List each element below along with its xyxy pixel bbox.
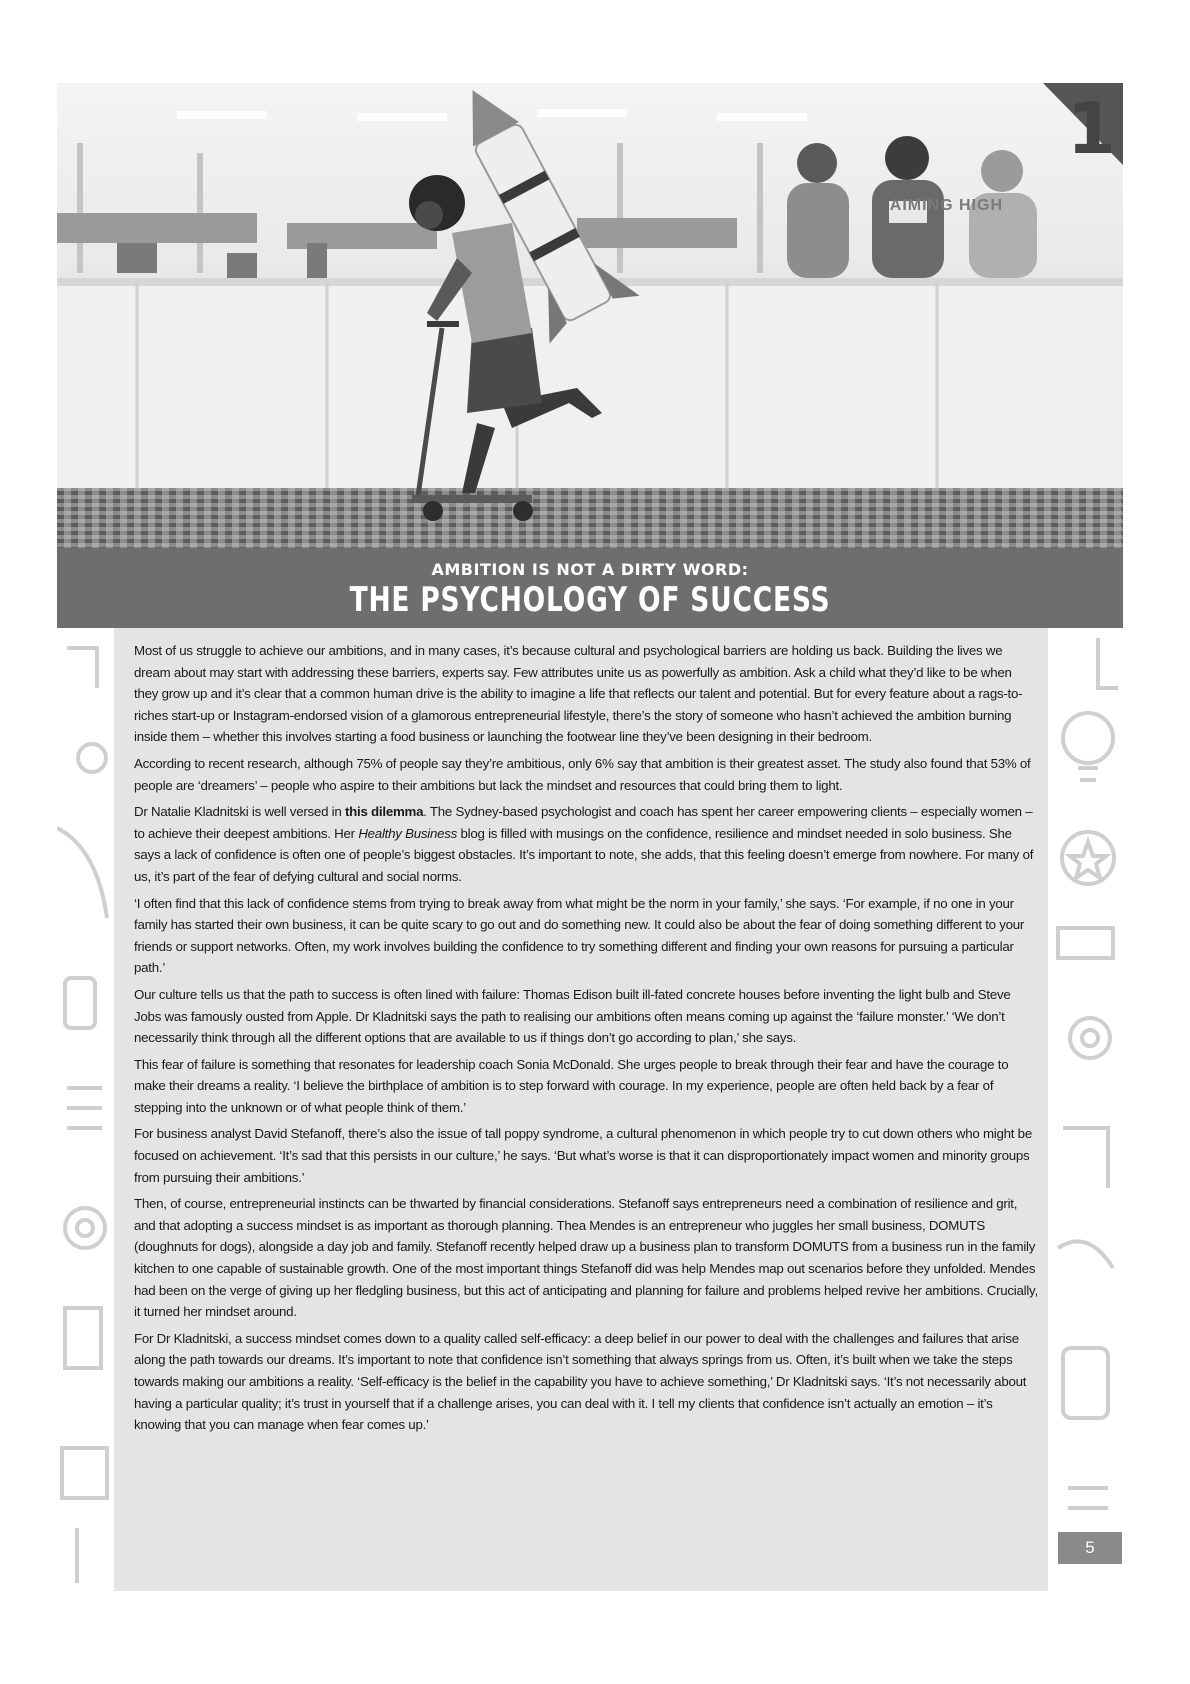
paragraph: Dr Natalie Kladnitski is well versed in this dilemma. The Sydney-based psychologist and coach has spent her career empowering clients – especially women – to achieve their deepest ambitions. Her Healthy Business blog is filled with musings on the confidence, resilience and mindset needed in solo business. She says a lack of confidence is often one of people’s biggest obstacles. It’s important to note, she adds, that this feeling doesn’t emerge from nowhere. For many of us, it’s part of the fear of defying cultural and social norms. xyxy=(134,804,1034,884)
blog-title: Healthy Business xyxy=(358,825,458,841)
left-icon-pattern xyxy=(57,628,114,1591)
paragraph: This fear of failure is something that resonates for leadership coach Sonia McDonald. She urges people to break through their fear and have the courage to make their dreams a reality. ‘I believe the birthplace of ambition is to step forward with courage. In my experience, people are often held back by a fear of stepping into the unknown or of what people think of them.’ xyxy=(134,1056,1009,1115)
paragraph: According to recent research, although 75% of people say they’re ambitious, only 6% say that ambition is their greatest asset. The study also found that 53% of people are ‘dreamers’ – people who aspire to their ambitions but lack the mindset and resources that could bring them to light. xyxy=(134,755,1031,793)
paragraph: Our culture tells us that the path to success is often lined with failure: Thomas Edison built ill-fated concrete houses before inventing the light bulb and Steve Jobs was famously ousted from Apple. Dr Kladnitski says the path to realising our ambitions often means coming up against the ‘failure monster.’ ‘We don’t necessarily think through all the different options that are available to us if things don’t go according to plan,’ she says. xyxy=(134,986,1011,1046)
hero-photo xyxy=(57,83,1123,548)
article-headline: THE PSYCHOLOGY OF SUCCESS xyxy=(349,580,831,620)
paragraph: For Dr Kladnitski, a success mindset comes down to a quality called self-efficacy: a deep belief in our power to deal with the challenges and failures that arise along the path towards our dreams. It’s important to note that confidence isn’t something that always springs from us. Often, it’s built when we take the steps towards making our ambitions a reality. ‘Self-efficacy is the belief in the capability you have to achieve something,’ Dr Kladnitski says. ‘It’s not necessarily about having a particular quality; it’s trust in yourself that if a challenge arises, you can deal with it. I tell my clients that confidence isn’t actually an emotion – it’s knowing that you can manage when fear comes up.’ xyxy=(134,1330,1027,1433)
page-number: 5 xyxy=(1058,1532,1122,1564)
article-kicker: AMBITION IS NOT A DIRTY WORD: xyxy=(431,560,749,579)
title-band xyxy=(57,548,1123,628)
section-number: 1 xyxy=(1067,88,1116,165)
paragraph: For business analyst David Stefanoff, there’s also the issue of tall poppy syndrome, a cultural phenomenon in which people try to cut down others who might be focused on achievement. ‘It’s sad that this persists in our culture,’ he says. ‘But what’s worse is that it can disproportionately impact women and minority groups from pursuing their ambitions.’ xyxy=(134,1126,1032,1185)
right-icon-pattern xyxy=(1048,628,1123,1591)
section-label: AIMING HIGH xyxy=(889,197,1003,214)
paragraph: Then, of course, entrepreneurial instincts can be thwarted by financial considerations. Stefanoff says entrepreneurs need a combination of resilience and grit, and that adopting a success mindset is as important as thorough planning. Thea Mendes is an entrepreneur who juggles her small business, DOMUTS (doughnuts for dogs), alongside a day job and family. Stefanoff recently helped draw up a business plan to transform DOMUTS from a business run in the family kitchen to one capable of sustainable growth. One of the most important things Stefanoff did was help Mendes map out scenarios before they unfolded. Mendes had been on the verge of giving up her fledgling business, but this act of anticipating and planning for failure and problems helped revive her ambitions. Crucially, it turned her mindset around. xyxy=(134,1196,1038,1320)
section-number-badge xyxy=(1043,83,1123,165)
paragraph: Most of us struggle to achieve our ambitions, and in many cases, it’s because cultural and psychological barriers are holding us back. Building the lives we dream about may start with addressing these barriers, experts say. Few attributes unite us as powerfully as ambition. Ask a child what they’d like to be when they grow up and it’s clear that a common human drive is the ability to imagine a life that reflects our talent and potential. But for every feature about a rags-to-riches start-up or Instagram-endorsed vision of a glamorous entrepreneurial lifestyle, there’s the story of someone who hasn’t achieved the ambition burning inside them – whether this involves starting a food business or launching the footwear line they’ve been designing in their bedroom. xyxy=(134,643,1023,745)
paragraph: ‘I often find that this lack of confidence stems from trying to break away from what might be the norm in your family,’ she says. ‘For example, if no one in your family has started their own business, it can be quite scary to go out and do something new. It could also be about the fear of doing something different to your friends or support networks. Often, my work involves building the confidence to try something different and finding your own reasons for pursuing a particular path.’ xyxy=(134,895,1025,976)
emphasis-this-dilemma: this dilemma xyxy=(344,804,424,820)
article-body xyxy=(134,640,1039,1441)
